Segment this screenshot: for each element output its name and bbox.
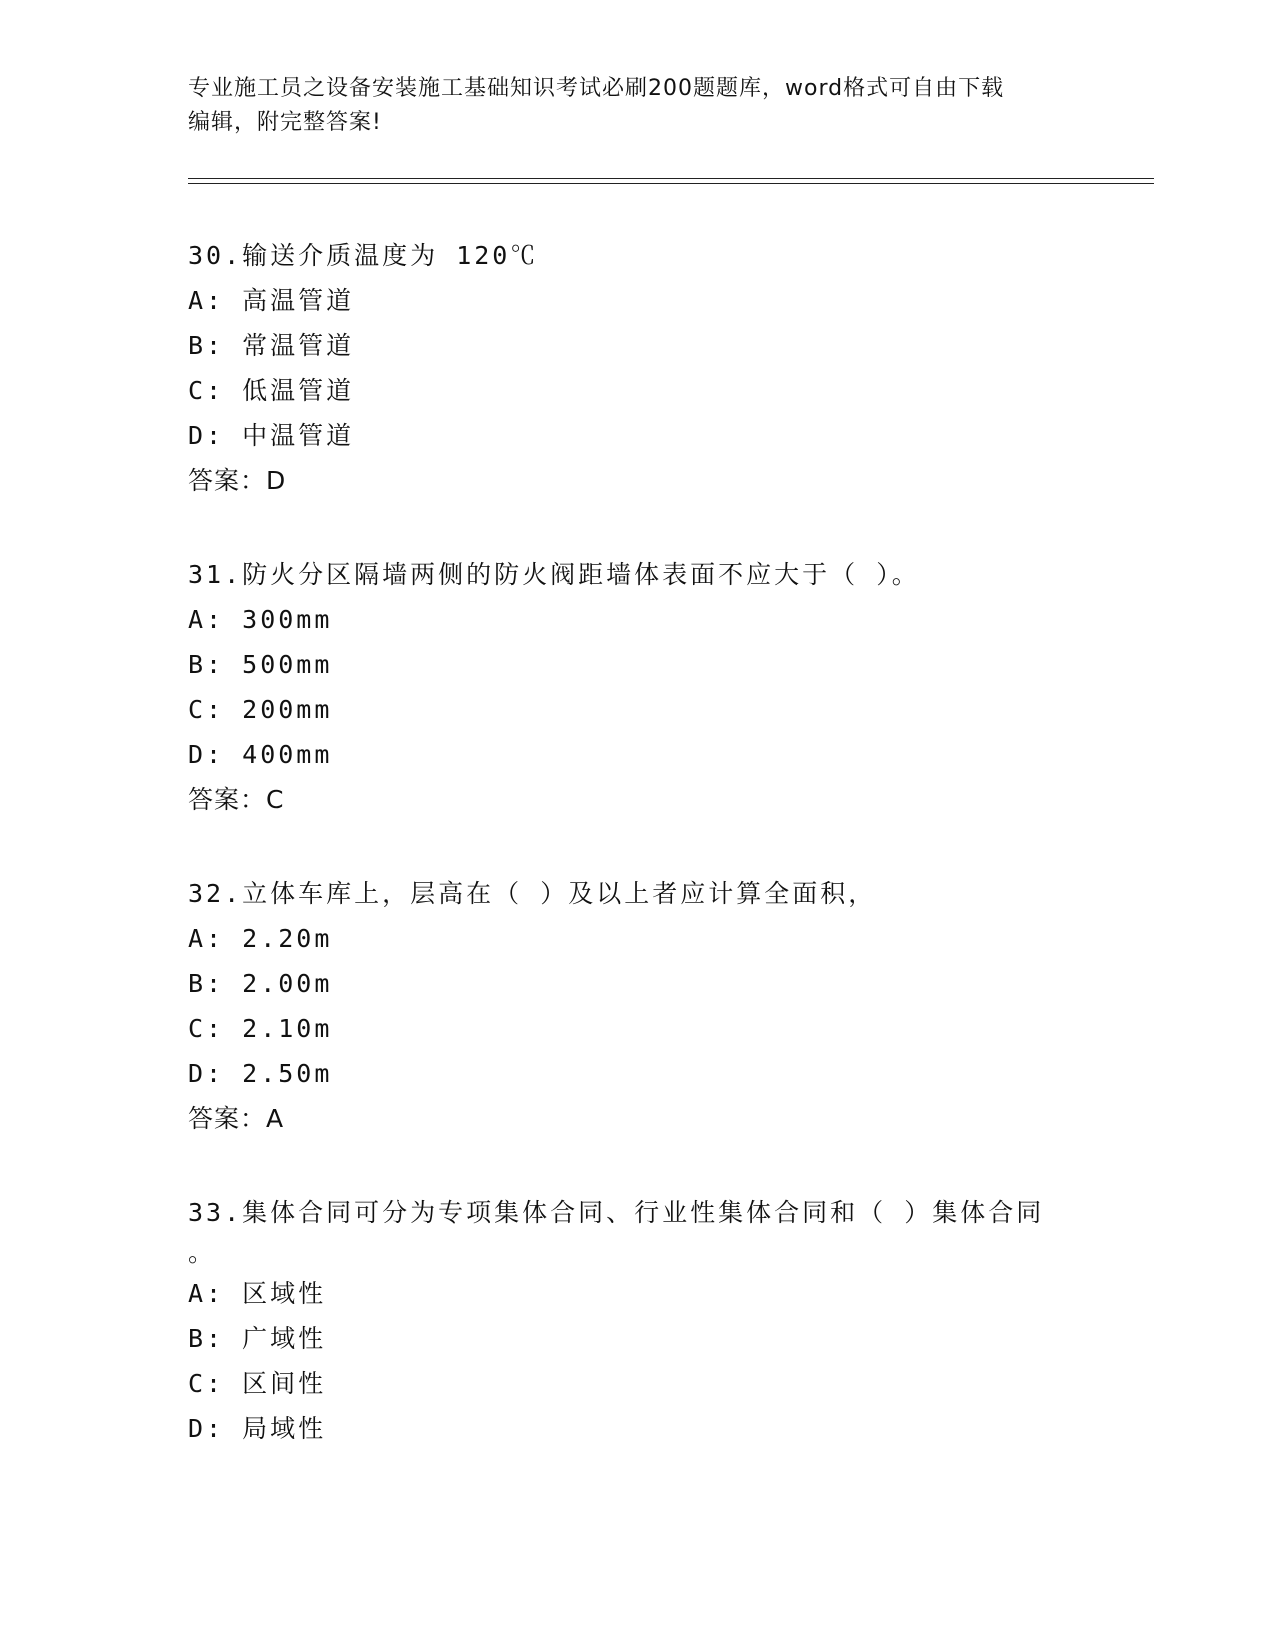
question-title: 32.立体车库上，层高在（ ）及以上者应计算全面积， — [188, 879, 877, 908]
answer: 答案：C — [188, 785, 285, 814]
question-32 — [188, 871, 1088, 1141]
question-33 — [188, 1190, 1088, 1451]
option-d: D: 中温管道 — [188, 421, 355, 450]
option-b: B: 500mm — [188, 650, 333, 679]
option-c: C: 200mm — [188, 695, 333, 724]
header-line-1: 专业施工员之设备安装施工基础知识考试必刷200题题库，word格式可自由下载 — [188, 76, 1005, 101]
question-title: 33.集体合同可分为专项集体合同、行业性集体合同和（ ）集体合同 — [188, 1198, 1045, 1227]
option-b: B: 常温管道 — [188, 331, 355, 360]
option-d: D: 局域性 — [188, 1414, 327, 1443]
option-b: B: 广域性 — [188, 1324, 327, 1353]
option-b: B: 2.00m — [188, 969, 333, 998]
option-d: D: 2.50m — [188, 1059, 333, 1088]
question-title: 31.防火分区隔墙两侧的防火阀距墙体表面不应大于（ ）。 — [188, 560, 920, 589]
question-31 — [188, 552, 1088, 822]
option-a: A: 2.20m — [188, 924, 333, 953]
question-30 — [188, 233, 1088, 503]
question-title-continuation: 。 — [188, 1238, 214, 1267]
answer: 答案：D — [188, 466, 287, 495]
header-divider-bottom — [188, 183, 1154, 184]
option-d: D: 400mm — [188, 740, 333, 769]
option-a: A: 高温管道 — [188, 286, 355, 315]
header-line-2: 编辑，附完整答案! — [188, 110, 382, 135]
option-c: C: 区间性 — [188, 1369, 327, 1398]
option-a: A: 300mm — [188, 605, 333, 634]
answer: 答案：A — [188, 1104, 285, 1133]
question-title: 30.输送介质温度为 120℃ — [188, 241, 539, 270]
option-c: C: 2.10m — [188, 1014, 333, 1043]
document-header — [188, 72, 1088, 140]
option-c: C: 低温管道 — [188, 376, 355, 405]
header-divider-top — [188, 178, 1154, 179]
option-a: A: 区域性 — [188, 1279, 327, 1308]
